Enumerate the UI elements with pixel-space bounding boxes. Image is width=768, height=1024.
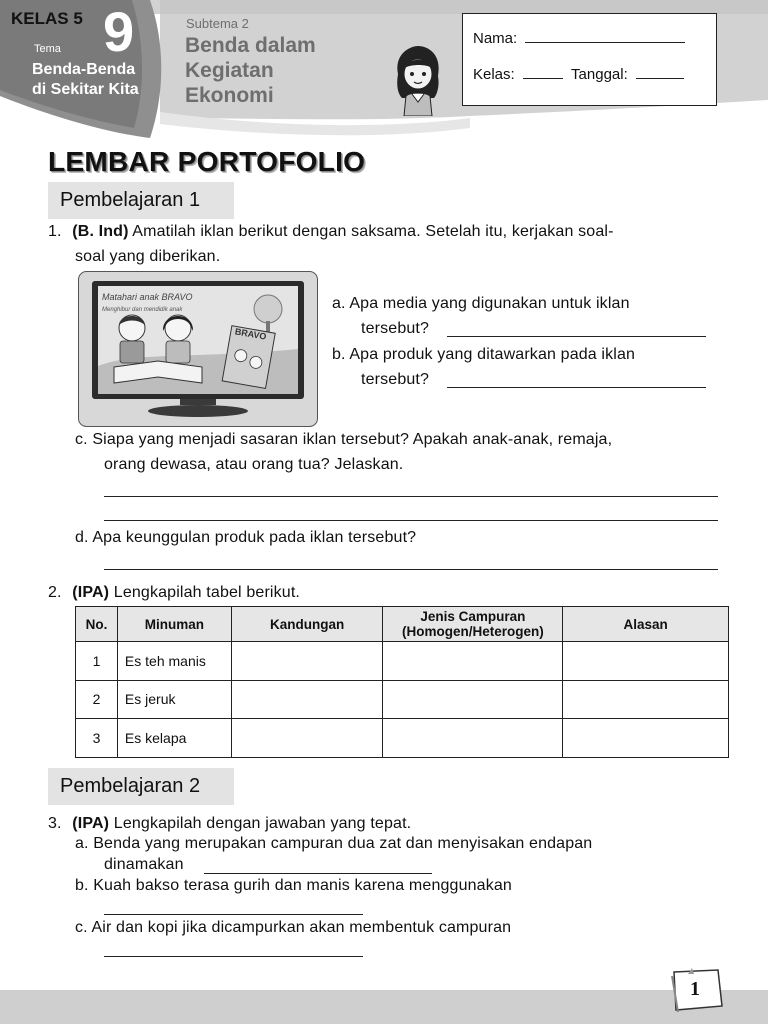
q3b-answer-line[interactable] <box>104 914 363 915</box>
cell-no: 2 <box>76 680 118 719</box>
tema-label: Tema <box>34 43 61 55</box>
q1c-line1: c. Siapa yang menjadi sasaran iklan tersebut? Apakah anak-anak, remaja, <box>75 431 613 448</box>
tema-title-line1: Benda-Benda <box>32 61 136 78</box>
cell-kandungan[interactable] <box>231 680 383 719</box>
q1c-answer-line-1[interactable] <box>104 496 718 497</box>
q1c-answer-line-2[interactable] <box>104 520 718 521</box>
q2-subject: (IPA) <box>72 584 110 601</box>
girl-illustration <box>390 44 446 116</box>
subtema-title-line1: Benda dalam <box>185 34 316 57</box>
page-number: 1 <box>690 978 700 1000</box>
kelas-tanggal-row <box>473 65 684 83</box>
q3a-line2: dinamakan <box>104 856 184 873</box>
cell-minuman: Es kelapa <box>117 719 231 758</box>
q1-subject: (B. Ind) <box>72 223 129 240</box>
page-title: LEMBAR PORTOFOLIO <box>48 146 366 177</box>
header-jenis-campuran <box>383 607 563 642</box>
section-1-label: Pembelajaran 1 <box>60 189 201 211</box>
nama-label: Nama: <box>473 30 518 47</box>
q1b-line2: tersebut? <box>361 371 430 388</box>
q1b-answer-line[interactable] <box>447 387 706 388</box>
cell-jenis-campuran[interactable] <box>383 642 563 681</box>
cell-alasan[interactable] <box>563 719 729 758</box>
tv-ad-headline: Matahari anak BRAVO <box>102 292 193 302</box>
q2-line <box>48 584 300 602</box>
student-info-box <box>462 13 717 106</box>
nama-field[interactable] <box>525 29 685 43</box>
tema-title <box>32 60 139 100</box>
q1d-line1: d. Apa keunggulan produk pada iklan tersebut? <box>75 529 417 546</box>
subtema-label: Subtema 2 <box>186 16 249 31</box>
q3a-line1: a. Benda yang merupakan campuran dua zat dan menyisakan endapan <box>75 835 593 852</box>
header-minuman: Minuman <box>117 607 231 642</box>
header-alasan: Alasan <box>563 607 729 642</box>
tema-number: 9 <box>103 0 135 63</box>
cell-kandungan[interactable] <box>231 719 383 758</box>
kelas-label: KELAS 5 <box>11 9 83 28</box>
q1a-line1: a. Apa media yang digunakan untuk iklan <box>332 295 630 312</box>
header-jenis-campuran-line1: Jenis Campuran <box>420 609 526 624</box>
cell-alasan[interactable] <box>563 642 729 681</box>
q2-number: 2. <box>48 584 62 601</box>
table-row <box>76 719 729 758</box>
q3c-answer-line[interactable] <box>104 956 363 957</box>
q3a-answer-line[interactable] <box>204 873 432 874</box>
q3-subject: (IPA) <box>72 815 110 832</box>
q1a-answer-line[interactable] <box>447 336 706 337</box>
subtema-title-line3: Ekonomi <box>185 84 274 107</box>
section-pembelajaran-2 <box>48 768 234 805</box>
q3b-line1: b. Kuah bakso terasa gurih dan manis karena menggunakan <box>75 877 512 894</box>
q1d-answer-line[interactable] <box>104 569 718 570</box>
q1c-line2: orang dewasa, atau orang tua? Jelaskan. <box>104 456 404 473</box>
kelas-field-label: Kelas: <box>473 66 515 83</box>
q2-text: Lengkapilah tabel berikut. <box>113 584 301 601</box>
tanggal-label: Tanggal: <box>571 66 628 83</box>
subtema-title <box>185 33 316 108</box>
cell-alasan[interactable] <box>563 680 729 719</box>
cell-minuman: Es teh manis <box>117 642 231 681</box>
cell-no: 3 <box>76 719 118 758</box>
q3c-line1: c. Air dan kopi jika dicampurkan akan membentuk campuran <box>75 919 512 936</box>
q1b-line1: b. Apa produk yang ditawarkan pada iklan <box>332 346 636 363</box>
cell-minuman: Es jeruk <box>117 680 231 719</box>
cell-kandungan[interactable] <box>231 642 383 681</box>
cell-jenis-campuran[interactable] <box>383 719 563 758</box>
tema-title-line2: di Sekitar Kita <box>32 81 139 98</box>
tv-ad-illustration <box>78 271 318 427</box>
q3-line <box>48 815 411 833</box>
table-header-row <box>76 607 729 642</box>
header-kandungan: Kandungan <box>231 607 383 642</box>
header-no: No. <box>76 607 118 642</box>
footer-band <box>0 990 768 1024</box>
cell-jenis-campuran[interactable] <box>383 680 563 719</box>
q1-text-line1: Amatilah iklan berikut dengan saksama. Setelah itu, kerjakan soal- <box>132 223 614 240</box>
q1a-line2: tersebut? <box>361 320 430 337</box>
q1-text-line2: soal yang diberikan. <box>75 248 221 265</box>
section-2-label: Pembelajaran 2 <box>60 775 201 797</box>
kelas-field[interactable] <box>523 65 563 79</box>
table-row <box>76 680 729 719</box>
tv-ad-brand: BRAVO <box>234 326 268 342</box>
q1-line1 <box>48 223 614 241</box>
q3-text: Lengkapilah dengan jawaban yang tepat. <box>113 815 412 832</box>
mixture-table <box>75 606 729 758</box>
section-pembelajaran-1 <box>48 182 234 219</box>
header-jenis-campuran-line2: (Homogen/Heterogen) <box>402 624 544 639</box>
tv-ad-tagline: Menghibur dan mendidik anak <box>102 307 183 313</box>
table-row <box>76 642 729 681</box>
tanggal-field[interactable] <box>636 65 684 79</box>
cell-no: 1 <box>76 642 118 681</box>
q1-number: 1. <box>48 223 62 240</box>
subtema-title-line2: Kegiatan <box>185 59 274 82</box>
nama-row <box>473 29 685 47</box>
q3-number: 3. <box>48 815 62 832</box>
